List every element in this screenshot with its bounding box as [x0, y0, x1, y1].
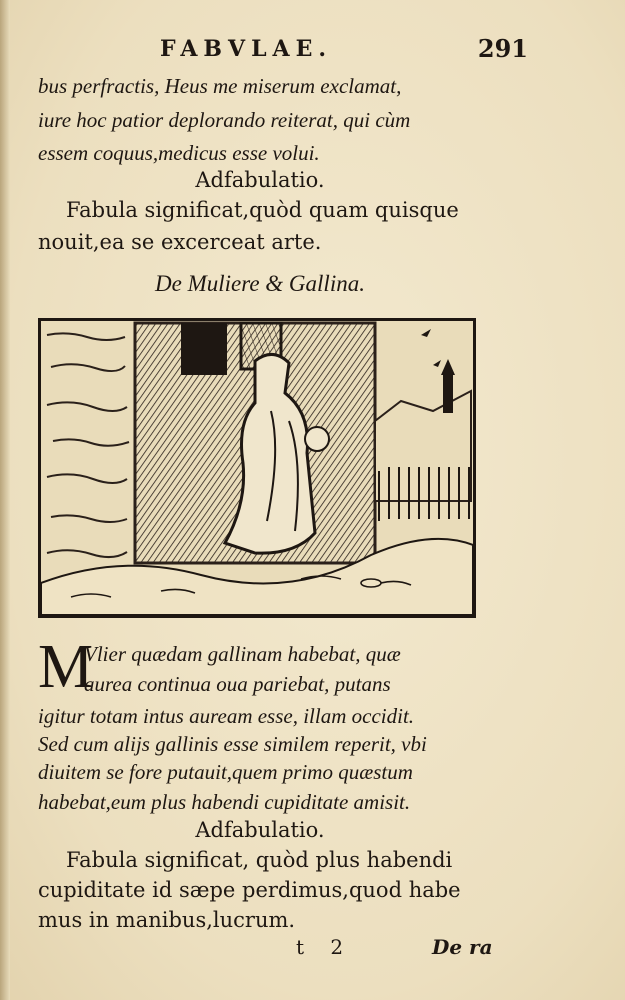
lower-moral-line: mus in manibus,lucrum. [38, 908, 296, 932]
page-header [40, 34, 528, 64]
upper-moral-line: Fabula significat,quòd quam quisque [66, 198, 459, 222]
lower-moral-line: cupiditate id sæpe perdimus,quod habe [38, 878, 461, 902]
lower-moral-line: Fabula significat, quòd plus habendi [66, 848, 453, 872]
lower-fable-line: habebat,eum plus habendi cupiditate amisit. [38, 790, 411, 814]
lower-fable-line: diuitem se fore putauit,quem primo quæstum [38, 760, 413, 784]
lower-fable-line: aurea continua oua pariebat, putans [84, 672, 391, 696]
page-footer [0, 935, 625, 965]
upper-fable-line: bus perfractis, Heus me miserum exclamat, [38, 74, 402, 98]
page-gutter [0, 0, 10, 1000]
adfabulatio-heading-lower: Adfabulatio. [195, 818, 325, 842]
woodcut-illustration [38, 318, 476, 618]
drop-cap-initial: M [38, 633, 94, 701]
running-title: FABVLAE. [160, 36, 333, 62]
woodcut-drawing [41, 321, 473, 615]
upper-moral-line: nouit,ea se excerceat arte. [38, 230, 322, 254]
signature-mark: t 2 [296, 935, 354, 959]
lower-fable-line: Sed cum alijs gallinis esse similem reperit, vbi [38, 732, 427, 756]
upper-fable-line: essem coquus,medicus esse volui. [38, 141, 320, 165]
lower-fable-line: Vlier quædam gallinam habebat, quæ [84, 642, 401, 666]
lower-fable-line: igitur totam intus auream esse, illam occidit. [38, 704, 415, 728]
page-number: 291 [477, 34, 528, 63]
catchword: De ra [432, 935, 493, 959]
upper-fable-line: iure hoc patior deplorando reiterat, qui cùm [38, 108, 411, 132]
fable-title: De Muliere & Gallina. [155, 271, 365, 296]
adfabulatio-heading-upper: Adfabulatio. [195, 168, 325, 192]
